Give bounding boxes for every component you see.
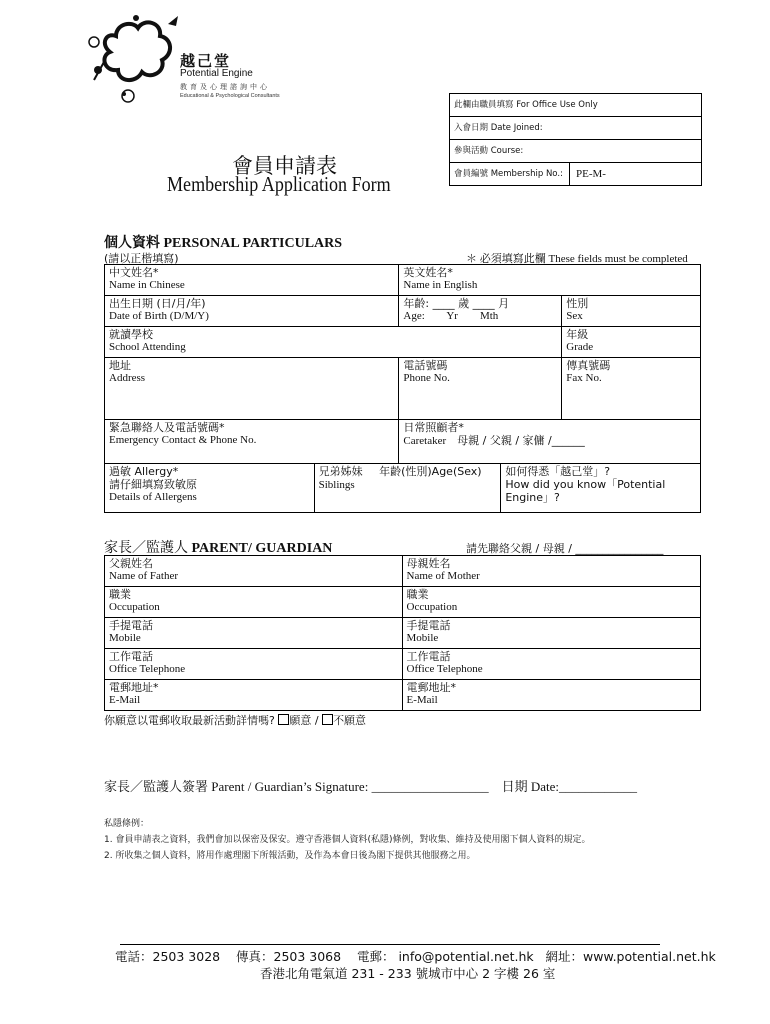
brand-name-zh: 越己堂 bbox=[180, 52, 232, 70]
brand-subtitle-en: Educational & Psychological Consultants bbox=[180, 93, 280, 99]
privacy-notice bbox=[104, 816, 590, 864]
age-label-zh: 年齡: ____ 歲 ____ 月 bbox=[403, 297, 510, 310]
name-english-label-en: Name in English bbox=[403, 279, 478, 291]
block-letter-note: (請以正楷填寫) bbox=[104, 252, 179, 265]
sex-field[interactable] bbox=[562, 296, 701, 327]
dob-label-zh: 出生日期 (日/月/年) bbox=[109, 297, 206, 310]
mother-office-tel-label-zh: 工作電話 bbox=[406, 650, 451, 663]
mother-label-zh: 母親姓名 bbox=[406, 557, 451, 570]
consent-yes-label: 願意 bbox=[289, 714, 312, 727]
office-use-box bbox=[449, 93, 702, 186]
membership-no-label: 會員編號 Membership No.: bbox=[454, 169, 563, 179]
mother-mobile-label-zh: 手提電話 bbox=[406, 619, 451, 632]
parent-table bbox=[104, 555, 701, 711]
mother-email-field[interactable] bbox=[402, 680, 701, 711]
signature-field[interactable]: Parent / Guardian’s Signature: __________________ bbox=[211, 779, 489, 794]
personal-section-header bbox=[104, 232, 342, 252]
mother-mobile-field[interactable] bbox=[402, 618, 701, 649]
privacy-item-2: 2. 所收集之個人資料，將用作處理閣下所報活動，及作為本會日後為閣下提供其他服務之用。 bbox=[104, 851, 476, 861]
referral-label-zh: 如何得悉「越己堂」? bbox=[505, 465, 611, 478]
father-office-tel-label-zh: 工作電話 bbox=[109, 650, 153, 663]
allergy-detail-label-zh: 請仔細填寫致敏原 bbox=[109, 478, 197, 491]
father-mobile-label-en: Mobile bbox=[109, 632, 141, 644]
email-consent-question: 你願意以電郵收取最新活動詳情嗎? bbox=[104, 714, 275, 727]
personal-header-zh: 個人資料 bbox=[104, 235, 160, 251]
membership-no-row bbox=[450, 163, 701, 185]
membership-no-field[interactable]: PE-M- bbox=[569, 163, 606, 185]
phone-field[interactable] bbox=[399, 358, 562, 420]
mother-label-en: Name of Mother bbox=[406, 570, 480, 582]
age-label-en: Age: Yr Mth bbox=[403, 310, 499, 322]
dob-field[interactable] bbox=[105, 296, 399, 327]
siblings-label-en: Siblings bbox=[318, 479, 355, 491]
name-chinese-field[interactable] bbox=[105, 265, 399, 296]
father-mobile-label-zh: 手提電話 bbox=[109, 619, 153, 632]
brand-name-en: Potential Engine bbox=[180, 68, 253, 79]
name-english-field[interactable] bbox=[399, 265, 701, 296]
caretaker-options[interactable]: 母親 / 父親 / 家傭 /______ bbox=[457, 434, 585, 447]
personal-table bbox=[104, 264, 701, 464]
footer-divider bbox=[120, 944, 660, 945]
emergency-label-zh: 緊急聯絡人及電話號碼* bbox=[109, 421, 225, 434]
mother-mobile-label-en: Mobile bbox=[406, 632, 439, 644]
allergy-field[interactable] bbox=[105, 464, 315, 513]
mother-occupation-label-en: Occupation bbox=[406, 601, 458, 613]
signature-row bbox=[104, 776, 637, 795]
grade-label-en: Grade bbox=[566, 341, 594, 353]
mother-email-label-en: E-Mail bbox=[406, 694, 438, 706]
father-email-label-en: E-Mail bbox=[109, 694, 141, 706]
course-field[interactable]: 參與活動 Course: bbox=[450, 140, 701, 163]
name-chinese-label-en: Name in Chinese bbox=[109, 279, 185, 291]
footer-address-line: 香港北角電氣道 231 - 233 號城市中心 2 字樓 26 室 bbox=[260, 966, 556, 981]
date-joined-field[interactable]: 入會日期 Date Joined: bbox=[450, 117, 701, 140]
father-occupation-label-en: Occupation bbox=[109, 601, 160, 613]
splash-cloud-logo-icon bbox=[88, 14, 183, 104]
father-name-field[interactable] bbox=[105, 556, 403, 587]
name-chinese-label-zh: 中文姓名* bbox=[109, 266, 159, 279]
age-field[interactable] bbox=[399, 296, 562, 327]
fax-label-en: Fax No. bbox=[566, 372, 602, 384]
signature-label-zh: 家長／監護人簽署 bbox=[104, 780, 209, 795]
required-fields-note: ＊ 必須填寫此欄 These fields must be completed bbox=[466, 253, 688, 265]
logo bbox=[88, 14, 300, 104]
grade-label-zh: 年級 bbox=[566, 328, 589, 341]
father-office-tel-field[interactable] bbox=[105, 649, 403, 680]
address-label-en: Address bbox=[109, 372, 146, 384]
consent-no-checkbox[interactable] bbox=[322, 714, 333, 725]
parent-header-en: PARENT/ GUARDIAN bbox=[191, 541, 333, 556]
consent-separator: / bbox=[314, 714, 319, 727]
form-title-en: Membership Application Form bbox=[167, 172, 391, 196]
mother-occupation-label-zh: 職業 bbox=[406, 588, 429, 601]
phone-label-en: Phone No. bbox=[403, 372, 450, 384]
father-occupation-field[interactable] bbox=[105, 587, 403, 618]
phone-label-zh: 電話號碼 bbox=[403, 359, 448, 372]
fax-label-zh: 傳真號碼 bbox=[566, 359, 611, 372]
address-label-zh: 地址 bbox=[109, 359, 131, 372]
father-mobile-field[interactable] bbox=[105, 618, 403, 649]
referral-label-en: How did you know「Potential Engine」? bbox=[505, 478, 666, 504]
email-consent-row bbox=[104, 712, 366, 728]
caretaker-field[interactable] bbox=[399, 420, 701, 464]
sex-label-en: Sex bbox=[566, 310, 583, 322]
privacy-title: 私隱條例： bbox=[104, 819, 150, 829]
siblings-field[interactable] bbox=[314, 464, 501, 513]
school-field[interactable] bbox=[105, 327, 562, 358]
allergy-table bbox=[104, 463, 701, 513]
address-field[interactable] bbox=[105, 358, 399, 420]
date-label-zh: 日期 bbox=[501, 780, 528, 795]
father-occupation-label-zh: 職業 bbox=[109, 588, 131, 601]
form-title-zh: 會員申請表 bbox=[232, 154, 337, 178]
father-label-en: Name of Father bbox=[109, 570, 179, 582]
date-field[interactable]: Date:____________ bbox=[530, 779, 637, 794]
mother-occupation-field[interactable] bbox=[402, 587, 701, 618]
school-label-zh: 就讀學校 bbox=[109, 328, 153, 341]
contact-priority-note[interactable]: 請先聯絡父親 / 母親 / ________________ bbox=[466, 542, 664, 555]
office-use-header: 此欄由職員填寫 For Office Use Only bbox=[450, 94, 701, 117]
personal-header-en: PERSONAL PARTICULARS bbox=[163, 236, 343, 251]
sex-label-zh: 性別 bbox=[566, 297, 589, 310]
caretaker-row bbox=[403, 434, 696, 448]
father-office-tel-label-en: Office Telephone bbox=[109, 663, 186, 675]
father-label-zh: 父親姓名 bbox=[109, 557, 153, 570]
privacy-item-1: 1. 會員申請表之資料，我們會加以保密及保安。遵守香港個人資料(私隱)條例，對收集、維持及使用閣下個人資料的規定。 bbox=[104, 835, 591, 845]
siblings-header-row bbox=[319, 465, 497, 479]
father-email-label-zh: 電郵地址* bbox=[109, 681, 159, 694]
name-english-label-zh: 英文姓名* bbox=[403, 266, 453, 279]
allergy-label-en: Details of Allergens bbox=[109, 491, 197, 503]
emergency-label-en: Emergency Contact & Phone No. bbox=[109, 434, 257, 446]
consent-no-label: 不願意 bbox=[333, 714, 367, 727]
father-email-field[interactable] bbox=[105, 680, 403, 711]
referral-field[interactable] bbox=[501, 464, 701, 513]
mother-office-tel-field[interactable] bbox=[402, 649, 701, 680]
parent-header-zh: 家長／監護人 bbox=[104, 540, 188, 556]
grade-field[interactable] bbox=[562, 327, 701, 358]
caretaker-label-en: Caretaker bbox=[403, 435, 447, 447]
siblings-age-label: 年齡(性別)Age(Sex) bbox=[379, 465, 482, 478]
footer-contact-line: 電話：2503 3028 傳真：2503 3068 電郵： info@potential.net.hk 網址：www.potential.net.hk bbox=[115, 949, 716, 964]
brand-subtitle-zh: 教育及心理諮詢中心 bbox=[180, 83, 270, 91]
consent-yes-checkbox[interactable] bbox=[278, 714, 289, 725]
caretaker-label-zh: 日常照顧者* bbox=[403, 421, 464, 434]
parent-section-header bbox=[104, 537, 332, 557]
dob-label-en: Date of Birth (D/M/Y) bbox=[109, 310, 209, 322]
mother-office-tel-label-en: Office Telephone bbox=[406, 663, 483, 675]
mother-name-field[interactable] bbox=[402, 556, 701, 587]
siblings-label-zh: 兄弟姊妹 bbox=[318, 465, 363, 478]
school-label-en: School Attending bbox=[109, 341, 186, 353]
mother-email-label-zh: 電郵地址* bbox=[406, 681, 456, 694]
emergency-contact-field[interactable] bbox=[105, 420, 399, 464]
fax-field[interactable] bbox=[562, 358, 701, 420]
allergy-label-zh: 過敏 Allergy* bbox=[109, 465, 179, 478]
